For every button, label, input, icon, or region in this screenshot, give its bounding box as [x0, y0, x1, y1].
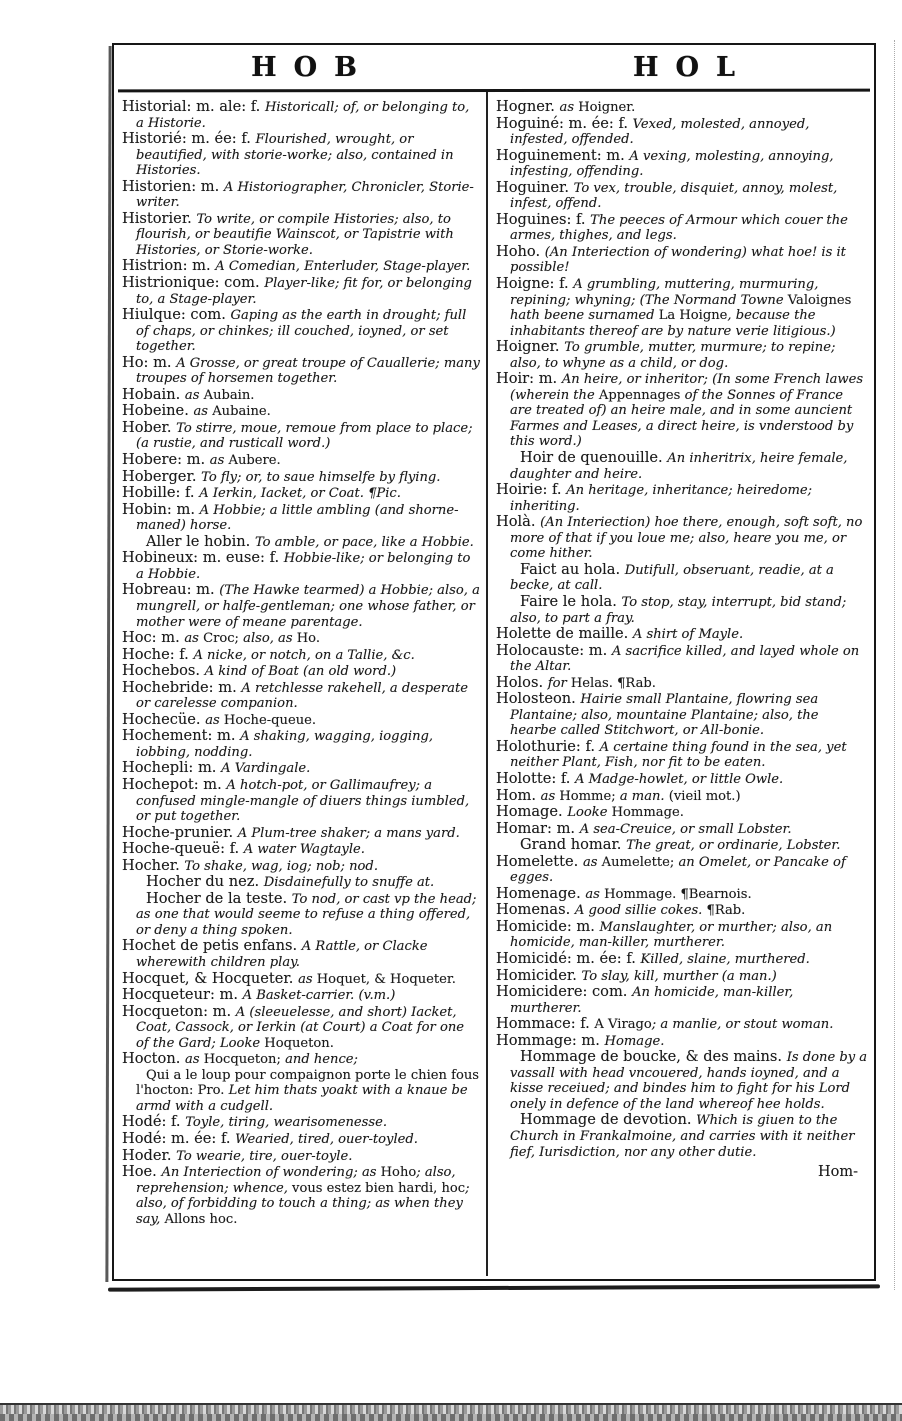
cross-reference-text: Hommage. ¶Bearnois.	[604, 886, 752, 902]
headword: Homenage.	[496, 884, 586, 902]
cross-reference-text: Ho.	[296, 631, 320, 647]
headword: Holà.	[496, 513, 541, 531]
headword: Homelette.	[496, 852, 583, 870]
dictionary-entry	[496, 919, 868, 951]
definition-text: A good sillie cokes.	[574, 903, 707, 919]
definition-text: Historicall; of, or belonging to, a Historie.	[136, 100, 470, 131]
definition-text: and hence;	[285, 1052, 358, 1068]
headword: Hoirie: f.	[496, 481, 567, 499]
definition-text: Manslaughter, or murther; also, an homicide, man-killer, murtherer.	[510, 919, 833, 951]
headword: Hocqueton: m.	[122, 1002, 236, 1020]
headword: Hochecüe.	[122, 710, 206, 728]
dictionary-entry	[122, 858, 480, 875]
definition-text: Which is giuen to the Church in Frankalmoine, and carries with it neither fief, Iurisdiction, nor any other dutie.	[510, 1113, 855, 1160]
dictionary-entry	[122, 1148, 480, 1165]
headword: Hodé: m. ée: f.	[122, 1130, 236, 1147]
cross-reference-text: Aubaine.	[212, 404, 271, 420]
definition-text: A nicke, or notch, on a Tallie, &c.	[193, 647, 415, 663]
definition-text: A Grosse, or great troupe of Cauallerie; many troupes of horsemen together.	[136, 355, 480, 387]
definition-text: (An Interiection) hoe there, enough, soft soft, no more of that if you loue me; also, heare you me, or come hither.	[510, 515, 863, 562]
dictionary-entry	[496, 804, 868, 821]
definition-text: Flourished, wrought, or beautified, with storie-worke; also, contained in Histories.	[136, 132, 454, 179]
cross-reference-text: Aubere.	[228, 453, 281, 469]
dictionary-entry	[496, 951, 868, 968]
dictionary-entry	[122, 211, 480, 259]
page-frame	[112, 43, 876, 1281]
headword: Hoche-prunier.	[122, 823, 238, 841]
definition-text: as	[184, 387, 204, 403]
headword: Hochebride: m.	[122, 678, 242, 696]
definition-text: To stop, stay, interrupt, bid stand; also, to part a fray.	[510, 594, 847, 626]
headword: Hobin: m.	[122, 500, 200, 518]
header-rule	[118, 89, 870, 93]
definition-text: for	[547, 675, 571, 691]
headword: Holette de maille.	[496, 625, 633, 643]
headword: Hocton.	[122, 1050, 186, 1068]
catchword: Hom-	[817, 1164, 858, 1181]
definition-text: A sacrifice killed, and layed whole on the Altar.	[510, 643, 860, 675]
definition-text: A kind of Boat (an old word.)	[204, 664, 397, 680]
dictionary-entry	[122, 403, 480, 420]
dictionary-entry	[496, 675, 868, 692]
headword: Historier.	[122, 209, 197, 227]
dictionary-entry	[496, 212, 868, 244]
dictionary-entry	[122, 841, 480, 858]
headword: Hocher de la teste.	[146, 889, 292, 907]
definition-text: ; also, of forbidding to touch a thing; as when they say,	[136, 1180, 470, 1227]
headword: Hoir: m.	[496, 370, 562, 388]
scan-left-page-edge	[105, 46, 111, 1282]
headword: Hochement: m.	[122, 727, 241, 745]
dictionary-entry	[496, 984, 868, 1016]
definition-text: Looke	[567, 805, 612, 821]
headword: Historien: m.	[122, 177, 224, 195]
definition-text: To slay, kill, murther (a man.)	[581, 968, 777, 984]
dictionary-entry	[496, 450, 868, 482]
dictionary-entry	[496, 1016, 868, 1033]
headword: Homage.	[496, 803, 568, 821]
headword: Holosteon.	[496, 690, 581, 708]
definition-text: Gaping as the earth in drought; full of chaps, or chinkes; ill couched, ioyned, or set together.	[136, 308, 467, 355]
cross-reference-text: A Virago	[594, 1017, 652, 1033]
definition-text: To nod, or cast vp the head; as one that would seeme to refuse a thing offered, or deny a thing spoken.	[136, 891, 477, 938]
definition-text: also, as	[243, 631, 297, 647]
headword: Ho: m.	[122, 353, 177, 371]
definition-text: , because the inhabitants thereof are by nature verie litigious.)	[510, 308, 836, 339]
dictionary-entry	[122, 825, 480, 842]
dictionary-entry	[496, 739, 868, 771]
definition-text: An heritage, inheritance; heiredome; inheriting.	[510, 483, 813, 514]
definition-text: Wearied, tired, ouer-toyled.	[235, 1132, 418, 1147]
dictionary-entry	[122, 582, 480, 630]
headword: Hoe.	[122, 1163, 162, 1181]
dictionary-entry	[122, 1068, 480, 1115]
headword: Homenas.	[496, 901, 575, 919]
headword: Hogner.	[496, 98, 560, 115]
dictionary-entry	[496, 837, 868, 854]
dictionary-entry	[496, 771, 868, 788]
dictionary-entry	[122, 131, 480, 179]
dictionary-entry	[122, 891, 480, 939]
left-column	[114, 92, 486, 1276]
definition-text: A Basket-carrier. (v.m.)	[242, 988, 396, 1004]
headword: Hobineux: m. euse: f.	[122, 549, 284, 567]
definition-text: A Historiographer, Chronicler, Storie-writer.	[136, 179, 474, 211]
headword: Holocauste: m.	[496, 641, 612, 659]
headword: Hochet de petis enfans.	[122, 937, 302, 955]
page-bottom-shadow-line	[108, 1284, 880, 1291]
dictionary-entry	[122, 777, 480, 825]
dictionary-entry	[496, 854, 868, 886]
definition-text: A vexing, molesting, annoying, infesting, offending.	[510, 148, 834, 180]
definition-text: To write, or compile Histories; also, to flourish, or beautifie Wainscot, or Tapistrie with Histories, or Storie-worke.	[136, 211, 454, 258]
dictionary-entry	[496, 643, 868, 675]
dictionary-entry	[122, 258, 480, 275]
definition-text: Homage.	[604, 1033, 665, 1049]
headword: Hoguiner.	[496, 178, 574, 196]
cross-reference-text: Croc;	[203, 631, 244, 647]
dictionary-entry	[496, 514, 868, 562]
headword: Hoir de quenouille.	[520, 449, 668, 467]
headword: Historié: m. ée: f.	[122, 130, 256, 148]
dictionary-entry	[496, 821, 868, 838]
definition-text: Hairie small Plantaine, flowring sea Plantaine; also, mountaine Plantaine; also, the hearbe called Stitchwort, or All-bonie.	[510, 692, 819, 739]
headword: Hochebos.	[122, 662, 205, 680]
definition-text: Disdainefully to snuffe at.	[263, 875, 435, 891]
right-column	[488, 92, 874, 1276]
headword: Hoberger.	[122, 467, 202, 485]
headword: Hoche-queuë: f.	[122, 840, 244, 858]
definition-text: A Comedian, Enterluder, Stage-player.	[215, 259, 471, 275]
dictionary-entry	[496, 594, 868, 626]
definition-text: To fly; or, to saue himselfe by flying.	[201, 469, 441, 485]
headword: Hobreau: m.	[122, 581, 220, 599]
scan-right-page-edge	[894, 40, 895, 1290]
dictionary-entry	[496, 180, 868, 212]
definition-text: A grumbling, muttering, murmuring, repining; whyning; (The Normand Towne	[510, 277, 819, 308]
headword: Homicide: m.	[496, 917, 600, 935]
headword: Hom.	[496, 786, 541, 804]
definition-text: ; a manlie, or stout woman.	[651, 1017, 834, 1033]
headword: Hober.	[122, 418, 177, 436]
definition-text: as	[185, 1052, 204, 1068]
definition-text: A Ierkin, Iacket, or Coat. ¶Pic.	[199, 486, 401, 502]
cross-reference-text: Hommage.	[611, 805, 684, 821]
dictionary-entry	[122, 420, 480, 452]
headword: Hoigne: f.	[496, 275, 574, 293]
definition-text: ; also, reprehension; whence,	[136, 1165, 456, 1196]
definition-text: A water Wagtayle.	[243, 842, 365, 858]
running-header	[114, 45, 874, 89]
headword: Hoder.	[122, 1146, 177, 1164]
cross-reference-text: Helas. ¶Rab.	[570, 675, 656, 691]
definition-text: as	[559, 100, 579, 115]
text-columns	[114, 92, 874, 1276]
headword: Hocqueteur: m.	[122, 986, 243, 1004]
dictionary-entry	[122, 938, 480, 970]
dictionary-entry	[122, 275, 480, 307]
dictionary-entry	[122, 728, 480, 760]
dictionary-entry	[122, 1131, 480, 1148]
headword: Hobeine.	[122, 402, 194, 420]
headword: Hochepli: m.	[122, 759, 222, 777]
cross-reference-text: (vieil mot.)	[668, 788, 741, 804]
definition-text: A shirt of Mayle.	[632, 627, 744, 643]
dictionary-entry	[496, 788, 868, 805]
headword: Hoguiné: m. ée: f.	[496, 114, 633, 132]
headword: Holothurie: f.	[496, 737, 600, 755]
cross-reference-text: Aubain.	[203, 387, 255, 403]
definition-text: Vexed, molested, annoyed, infested, offended.	[510, 116, 810, 148]
definition-text: Let him thats yoakt with a knaue be armd with a cudgell.	[136, 1083, 468, 1114]
cross-reference-text: Allons hoc.	[164, 1211, 238, 1227]
headword: Hodé: f.	[122, 1113, 186, 1131]
cross-reference-text: Hoqueton.	[264, 1035, 334, 1051]
cross-reference-text: Valoignes	[787, 292, 852, 308]
definition-text: To grumble, mutter, murmure; to repine; also, to whyne as a child, or dog.	[510, 340, 836, 371]
dictionary-entry	[122, 987, 480, 1004]
headword: Holotte: f.	[496, 769, 576, 787]
cross-reference-text: Qui a le loup pour compaignon porte le chien fous l'hocton: Pro.	[136, 1067, 480, 1099]
headword: Hochepot: m.	[122, 775, 227, 793]
definition-text: A Plum-tree shaker; a mans yard.	[237, 825, 460, 841]
definition-text: An inheritrix, heire female, daughter and heire.	[510, 451, 848, 482]
definition-text: A Vardingale.	[221, 761, 311, 777]
definition-text: Is done by a vassall with head vncouered, hands ioyned, and a kisse receiued; and bindes him to fight for his Lord onely in defence of the land whereof hee holds.	[510, 1050, 868, 1112]
scan-artifact-band	[0, 1403, 902, 1421]
dictionary-entry	[122, 630, 480, 647]
headword: Faire le hola.	[520, 592, 622, 610]
dictionary-entry	[496, 968, 868, 985]
dictionary-entry	[122, 452, 480, 469]
definition-text: A sea-Creuice, or small Lobster.	[579, 821, 792, 837]
definition-text: as	[585, 886, 605, 902]
headword: Homicidé: m. ée: f.	[496, 949, 641, 967]
definition-text: The great, or ordinarie, Lobster.	[626, 838, 841, 854]
headword: Aller le hobin.	[146, 532, 255, 550]
headword: Homicider.	[496, 966, 582, 984]
right-column-header: HOL	[632, 51, 752, 83]
dictionary-entry	[496, 902, 868, 919]
dictionary-entry	[496, 1033, 868, 1050]
headword: Historial: m. ale: f.	[122, 98, 265, 115]
definition-text: an Omelet, or Pancake of egges.	[510, 854, 846, 886]
dictionary-entry	[122, 971, 480, 988]
definition-text: A (sleeuelesse, and short) Iacket, Coat, Cassock, or Ierkin (at Court) a Coat for one of the Gard; Looke	[136, 1004, 465, 1051]
headword: Hoc: m.	[122, 629, 185, 647]
cross-reference-text: Hoigner.	[578, 100, 636, 115]
definition-text: Killed, slaine, murthered.	[640, 951, 810, 967]
headword: Hoho.	[496, 242, 545, 260]
headword: Holos.	[496, 673, 548, 691]
headword: Hobere: m.	[122, 451, 210, 469]
dictionary-entry	[122, 355, 480, 387]
dictionary-entry	[496, 339, 868, 371]
dictionary-entry	[122, 307, 480, 355]
dictionary-entry	[496, 691, 868, 739]
definition-text: A Rattle, or Clacke wherewith children play.	[136, 939, 428, 970]
cross-reference-text: Hoho	[380, 1165, 417, 1181]
definition-text: a man.	[619, 788, 669, 804]
definition-text: hath beene surnamed	[510, 308, 659, 324]
dictionary-entry	[496, 371, 868, 450]
headword: Faict au hola.	[520, 560, 625, 578]
left-column-header: HOB	[251, 51, 374, 83]
dictionary-entry	[122, 99, 480, 131]
headword: Hoguinement: m.	[496, 146, 630, 164]
dictionary-entry	[122, 179, 480, 211]
definition-text: An Interiection of wondering; as	[161, 1165, 381, 1181]
cross-reference-text: Hoche-queue.	[223, 712, 317, 728]
headword: Hommace: f.	[496, 1015, 595, 1033]
dictionary-entry	[496, 1049, 868, 1112]
headword: Hommage de devotion.	[520, 1111, 697, 1129]
definition-text: Dutifull, obseruant, readie, at a becke, at call.	[510, 562, 834, 594]
cross-reference-text: Hocqueton;	[203, 1052, 286, 1068]
definition-text: of the Sonnes of France are treated of) an heire male, and in some auncient Farmes and Leases, a direct heire, is vnderstood by this word.)	[510, 387, 854, 450]
headword: Hobille: f.	[122, 484, 200, 502]
definition-text: The peeces of Armour which couer the armes, thighes, and legs.	[510, 212, 848, 244]
definition-text: An heire, or inheritor; (In some French lawes (wherein the	[510, 372, 864, 403]
dictionary-entry	[122, 1051, 480, 1068]
cross-reference-text: ¶Rab.	[706, 903, 746, 919]
dictionary-entry	[122, 760, 480, 777]
dictionary-entry	[496, 99, 868, 116]
dictionary-entry	[122, 550, 480, 582]
dictionary-entry	[122, 387, 480, 404]
dictionary-entry	[496, 626, 868, 643]
definition-text: A Madge-howlet, or little Owle.	[575, 771, 784, 787]
definition-text: as	[205, 712, 224, 728]
headword: Histrion: m.	[122, 257, 216, 275]
dictionary-entry	[122, 1164, 480, 1227]
headword: Homicidere: com.	[496, 983, 633, 1001]
definition-text: (The Hawke tearmed) a Hobbie; also, a mungrell, or halfe-gentleman; one whose father, or mother were of meane parentage.	[136, 583, 480, 630]
definition-text: Hobbie-like; or belonging to a Hobbie.	[136, 551, 471, 582]
dictionary-entry	[122, 534, 480, 551]
headword: Grand homar.	[520, 836, 627, 854]
dictionary-entry	[122, 1114, 480, 1131]
dictionary-entry	[122, 663, 480, 680]
dictionary-entry	[122, 712, 480, 729]
definition-text: (An Interiection of wondering) what hoe! is it possible!	[510, 244, 846, 276]
definition-text: To vex, trouble, disquiet, annoy, molest, infest, offend.	[510, 180, 838, 212]
definition-text: To wearie, tire, ouer-toyle.	[176, 1148, 353, 1164]
scan-artifact-band-lower	[0, 1414, 902, 1421]
dictionary-entry	[122, 1004, 480, 1052]
definition-text: as	[582, 854, 602, 870]
headword: Hocher.	[122, 856, 185, 874]
headword: Hobain.	[122, 385, 185, 403]
headword: Histrionique: com.	[122, 274, 265, 292]
headword: Hoigner.	[496, 338, 565, 356]
definition-text: To amble, or pace, like a Hobbie.	[254, 534, 474, 550]
definition-text: as	[540, 788, 560, 804]
headword: Hiulque: com.	[122, 306, 231, 324]
dictionary-entry	[122, 502, 480, 534]
headword: Hocher du nez.	[146, 873, 264, 891]
headword: Hommage: m.	[496, 1031, 605, 1049]
cross-reference-text: Appennages	[598, 387, 681, 403]
headword: Hoche: f.	[122, 645, 194, 663]
definition-text: as	[298, 971, 317, 987]
definition-text: A shaking, wagging, iogging, iobbing, nodding.	[136, 729, 434, 760]
definition-text: as	[184, 631, 204, 647]
cross-reference-text: Homme;	[559, 788, 620, 804]
dictionary-entry	[122, 680, 480, 712]
dictionary-entry	[122, 485, 480, 502]
dictionary-entry	[496, 562, 868, 594]
dictionary-entry	[496, 116, 868, 148]
definition-text: A hotch-pot, or Gallimaufrey; a confused mingle-mangle of diuers things iumbled, or put together.	[136, 777, 470, 825]
dictionary-entry	[496, 482, 868, 514]
definition-text: A Hobbie; a little ambling (and shorne-maned) horse.	[136, 502, 459, 534]
dictionary-entry	[122, 469, 480, 486]
cross-reference-text: La Hoigne	[658, 308, 728, 324]
headword: Hoguines: f.	[496, 210, 591, 228]
cross-reference-text: Hoquet, & Hoqueter.	[316, 971, 456, 987]
dictionary-entry	[496, 886, 868, 903]
dictionary-entry	[496, 1112, 868, 1160]
headword: Hocquet, & Hocqueter.	[122, 969, 299, 987]
definition-text: A retchlesse rakehell, a desperate or carelesse companion.	[136, 680, 468, 712]
cross-reference-text: vous estez bien hardi, hoc	[292, 1180, 466, 1196]
dictionary-entry	[496, 244, 868, 276]
definition-text: as	[209, 453, 229, 469]
dictionary-entry	[496, 276, 868, 339]
definition-text: as	[193, 404, 213, 420]
definition-text: To stirre, moue, remoue from place to place; (a rustie, and rusticall word.)	[136, 420, 473, 452]
headword: Homar: m.	[496, 819, 580, 837]
cross-reference-text: Aumelette;	[601, 854, 679, 870]
headword: Hommage de boucke, & des mains.	[520, 1048, 787, 1066]
definition-text: A certaine thing found in the sea, yet neither Plant, Fish, nor fit to be eaten.	[510, 739, 847, 771]
dictionary-entry	[122, 647, 480, 664]
dictionary-entry	[496, 148, 868, 180]
definition-text: Toyle, tiring, wearisomenesse.	[185, 1115, 388, 1131]
definition-text: To shake, wag, iog; nob; nod.	[184, 858, 378, 874]
definition-text: Player-like; fit for, or belonging to, a Stage-player.	[136, 276, 472, 307]
definition-text: An homicide, man-killer, murtherer.	[510, 985, 794, 1016]
dictionary-entry	[122, 874, 480, 891]
